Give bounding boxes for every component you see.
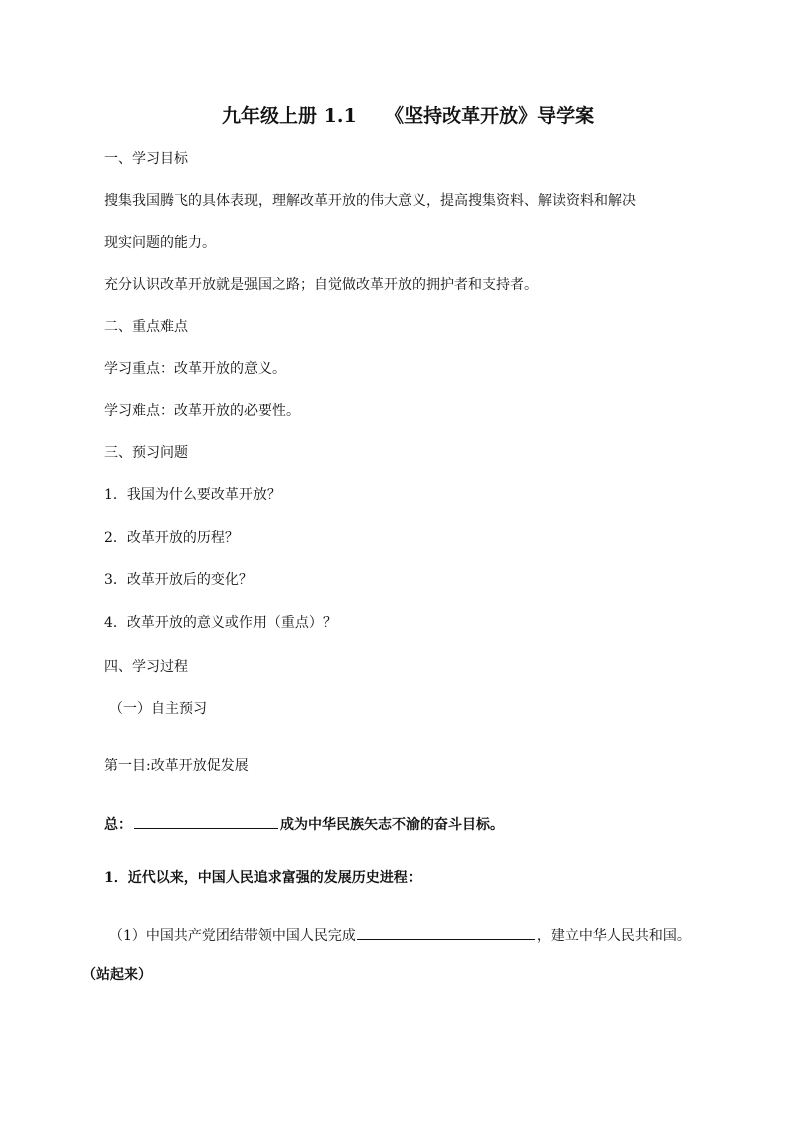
summary-line: [104, 812, 504, 836]
difficult-point-text: 学习难点：改革开放的必要性。: [104, 403, 300, 419]
learning-goal-2: 充分认识改革开放就是强国之路；自觉做改革开放的拥护者和支持者。: [104, 277, 538, 293]
section-heading-key-points: 二、重点难点: [104, 319, 188, 335]
section-heading-preview-questions: 三、预习问题: [104, 445, 188, 461]
document-title: 九年级上册 1.1 《坚持改革开放》导学案: [222, 105, 595, 127]
history-item-1-suffix: ，建立中华人民共和国。: [536, 928, 691, 944]
preview-question-3: 3．改革开放后的变化？: [104, 572, 253, 588]
history-item-1-note: （站起来）: [82, 967, 152, 983]
learning-goal-1-line-2: 现实问题的能力。: [104, 235, 216, 251]
preview-question-4: 4．改革开放的意义或作用（重点）？: [104, 615, 337, 631]
section-heading-learning-process: 四、学习过程: [104, 659, 188, 675]
subheading-self-preview: （一）自主预习: [109, 701, 207, 717]
key-point-text: 学习重点：改革开放的意义。: [104, 361, 286, 377]
preview-question-1: 1．我国为什么要改革开放？: [104, 487, 281, 503]
section-heading-learning-goals: 一、学习目标: [104, 151, 188, 167]
learning-goal-1-line-1: 搜集我国腾飞的具体表现，理解改革开放的伟大意义，提高搜集资料、解读资料和解决: [104, 193, 636, 209]
preview-question-2: 2．改革开放的历程？: [104, 530, 239, 546]
history-item-1-blank: [357, 923, 535, 940]
history-item-1: [109, 923, 691, 947]
summary-suffix: 成为中华民族矢志不渝的奋斗目标。: [280, 817, 504, 833]
summary-prefix: 总：: [104, 817, 132, 833]
history-heading: 1．近代以来，中国人民追求富强的发展历史进程：: [104, 870, 422, 886]
lesson-heading: 第一目:改革开放促发展: [104, 758, 249, 774]
summary-blank: [134, 812, 278, 829]
history-item-1-prefix: （1）中国共产党团结带领中国人民完成: [109, 928, 356, 944]
